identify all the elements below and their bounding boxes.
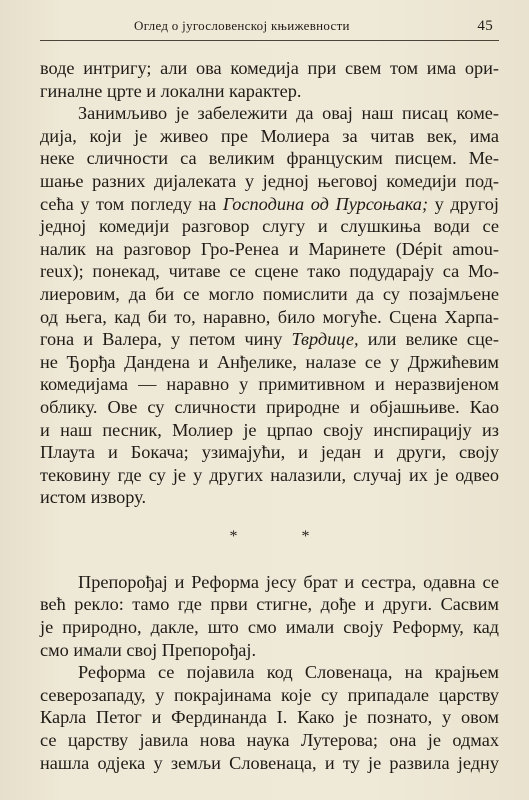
header-title: Оглед о југословенској књижевности — [134, 18, 350, 33]
body-text — [40, 57, 499, 774]
text-run: у другој — [428, 193, 499, 214]
text-line-with-italic — [40, 328, 499, 351]
text-line: Плаута и Бокача; узимајући, и један и други, своју — [40, 442, 499, 463]
section-separator: * * — [229, 527, 340, 545]
text-line: гиналне црте и локални карактер. — [40, 80, 302, 101]
text-line: облику. Ове су сличности природне и објашњиве. Као — [40, 396, 499, 417]
text-line: воде интригу; али ова комедија при свем том има ори- — [40, 58, 499, 78]
text-line: се царству јавила нова наука Лутерова; она је одмах — [40, 730, 499, 751]
text-line: северозападу, у покрајинама које су припадале царству — [40, 684, 499, 705]
paragraph-4 — [40, 661, 499, 774]
text-line: дија, који је живео пре Молиера за читав век, има — [40, 125, 499, 146]
text-line: Реформа се појавила код Словенаца, на крајњем — [78, 662, 499, 683]
paragraph-3 — [40, 571, 499, 661]
page-number: 45 — [477, 18, 493, 34]
text-line: Занимљиво је забележити да овај наш писац коме- — [78, 103, 499, 124]
text-line: комедијама — наравно у примитивном и неразвијеном — [40, 374, 499, 395]
text-line: шање разних дијалеката у једној његовој комедији под- — [40, 170, 499, 191]
text-line: reux); понекад, читаве се сцене тако подударају са Мо- — [40, 261, 499, 282]
text-line: лиеровим, да би се могло помислити да су позајмљене — [40, 283, 499, 304]
text-line: налик на разговор Гро-Ренеа и Маринете (Dépit amou- — [40, 238, 499, 259]
text-line: већ рекло: тамо где први стигне, дође и други. Сасвим — [40, 594, 499, 615]
italic-title: Тврдице, — [291, 329, 359, 350]
text-line: је природно, дакле, што смо имали своју Реформу, кад — [40, 617, 499, 638]
text-line: Карла Петог и Фердинанда I. Како је познато, у овом — [40, 707, 499, 728]
text-run: или велике сце- — [358, 329, 499, 350]
text-line: смо имали свој Препорођај. — [40, 639, 257, 660]
text-line: не Ђорђа Дандена и Анђелике, налазе се у Држићевим — [40, 351, 499, 372]
text-line: истом извору. — [40, 487, 147, 508]
text-run: сећа у том погледу на — [40, 193, 223, 214]
paragraph-2 — [40, 102, 499, 509]
italic-title: Господина од Пурсоњака; — [222, 193, 429, 214]
text-run: гона и Валера, у петом чину — [40, 329, 292, 350]
text-line: од њега, кад би то, наравно, било могуће. Сцена Харпа- — [40, 306, 499, 327]
text-line-with-italic — [40, 193, 499, 216]
text-line: и наш песник, Молиер је црпао своју инспирацију из — [40, 419, 499, 440]
text-line: тековину где су је у других налазили, случај их је одвео — [40, 464, 499, 485]
text-line: неке сличности са великим француским писцем. Ме- — [40, 148, 499, 169]
text-line: Препорођај и Реформа јесу брат и сестра, одавна се — [78, 571, 499, 592]
text-line: једној комедији разговор слугу и слушкиња води се — [40, 216, 499, 237]
text-line: нашла одјека у земљи Словенаца, и ту је развила једну — [40, 752, 499, 773]
running-header — [40, 18, 499, 41]
paragraph-1 — [40, 57, 499, 102]
